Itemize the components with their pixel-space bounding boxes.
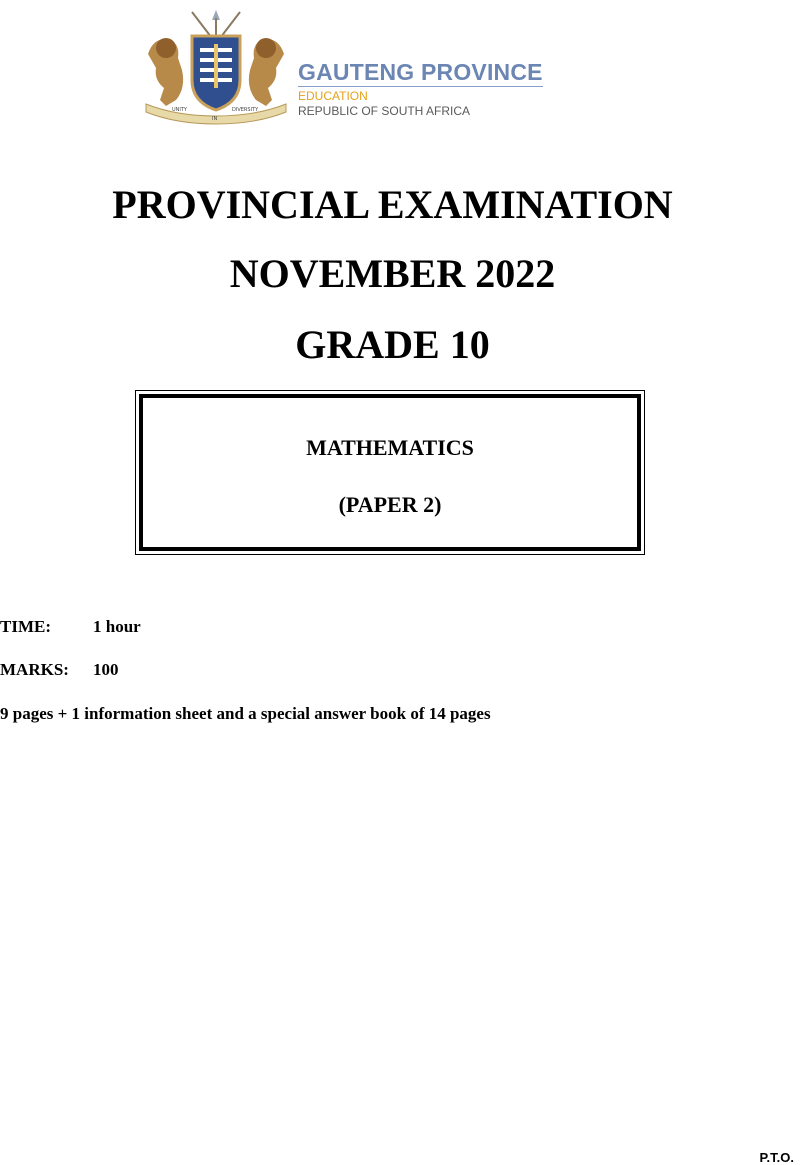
- brand-divider: [298, 86, 543, 87]
- brand-department: EDUCATION: [298, 89, 368, 103]
- paper-number: (PAPER 2): [338, 492, 442, 517]
- crest-motto-word: IN: [212, 116, 218, 122]
- marks-label: MARKS:: [0, 660, 69, 679]
- crest-motto-word: UNITY: [172, 107, 187, 113]
- time-label: TIME:: [0, 617, 51, 636]
- time-value: 1 hour: [93, 617, 141, 636]
- gauteng-crest-logo: [136, 8, 296, 128]
- brand-block: [298, 58, 543, 119]
- marks-row: [0, 660, 119, 680]
- brand-name: GAUTENG PROVINCE: [298, 59, 543, 85]
- exam-grade: GRADE 10: [295, 322, 490, 367]
- exam-title: PROVINCIAL EXAMINATION: [112, 182, 673, 227]
- crest-motto-word: DIVERSITY: [232, 107, 259, 113]
- marks-value: 100: [93, 660, 119, 679]
- pages-note: 9 pages + 1 information sheet and a special answer book of 14 pages: [0, 704, 491, 723]
- pto-label: P.T.O.: [759, 1150, 794, 1165]
- time-row: [0, 617, 141, 637]
- subject-name: MATHEMATICS: [306, 435, 474, 460]
- subject-box-inner: [139, 394, 641, 551]
- exam-date: NOVEMBER 2022: [229, 251, 556, 296]
- brand-country: REPUBLIC OF SOUTH AFRICA: [298, 104, 471, 118]
- subject-box: [135, 390, 645, 555]
